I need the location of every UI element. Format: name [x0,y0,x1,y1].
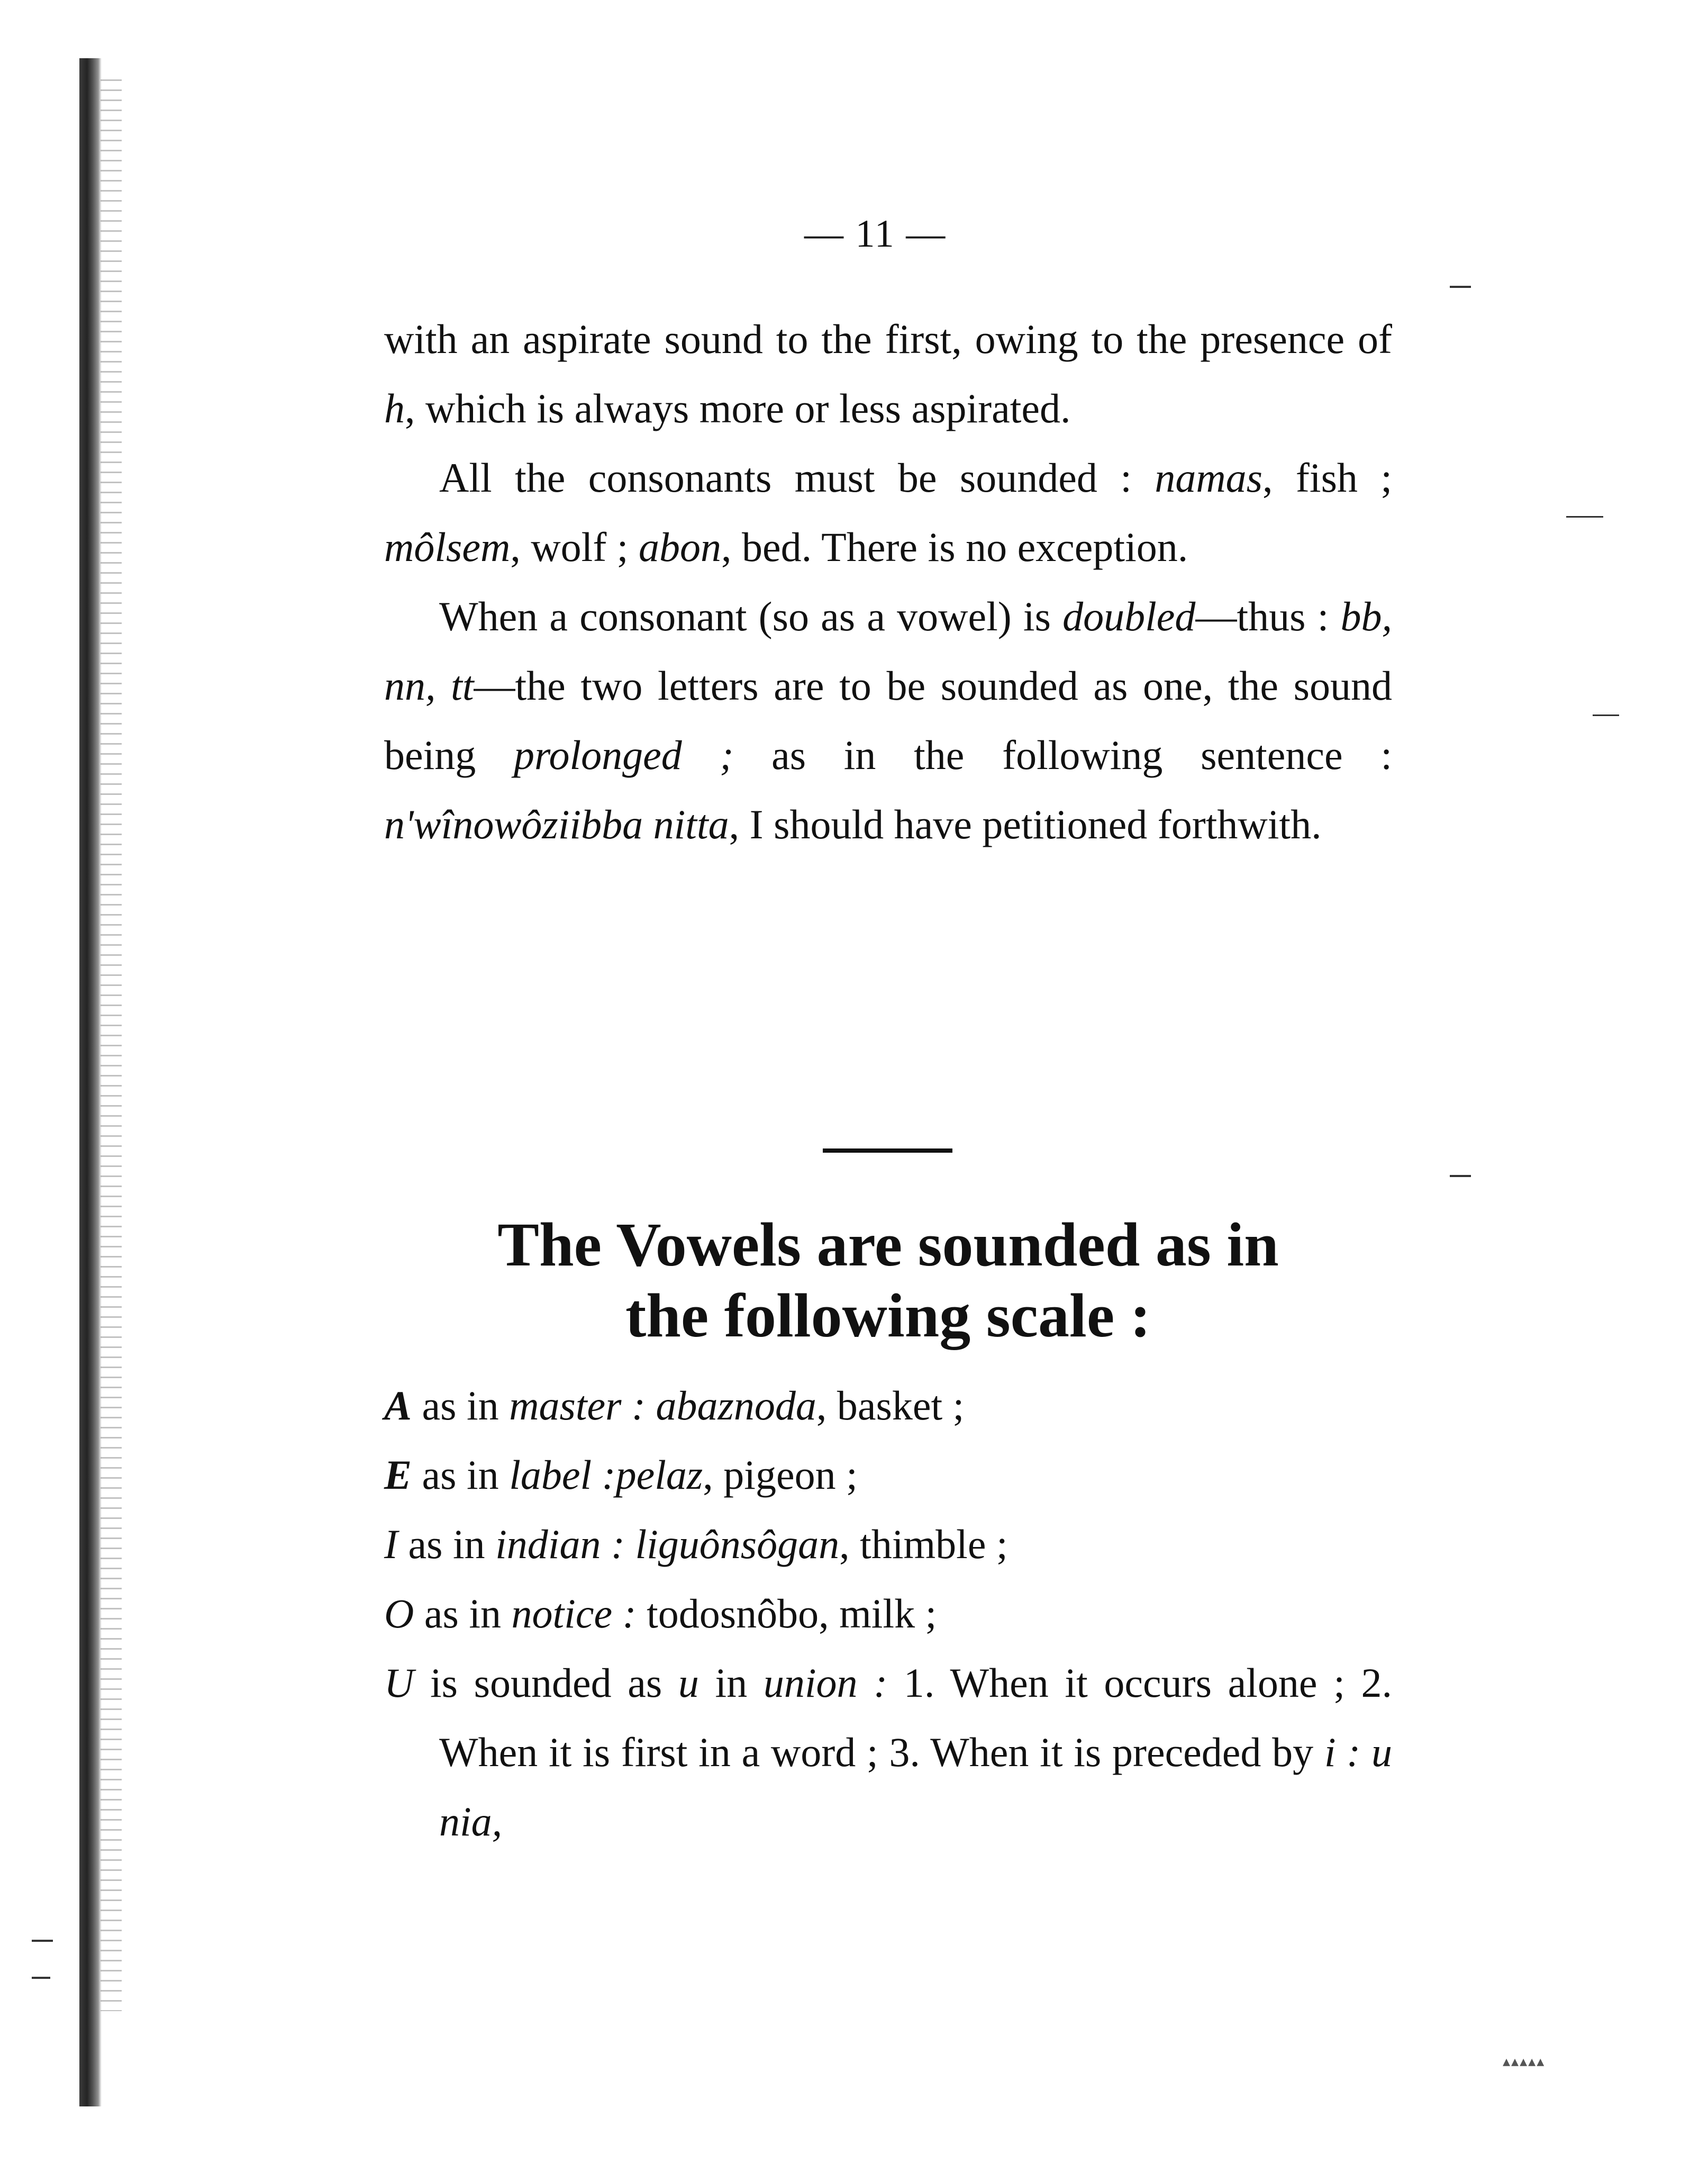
ornament-mark: ▴▴▴▴▴ [1503,2054,1546,2070]
section-divider [823,1148,952,1153]
paragraph-aspirate: with an aspirate sound to the first, owing to the presence of h, which is always more or less aspirated. [384,316,1392,431]
vowel-entry: I as in indian : liguônsôgan, thimble ; [384,1521,1008,1567]
vowel-entry: O as in notice : todosnôbo, milk ; [384,1590,937,1636]
vowel-entry-u: U is sounded as u in union : 1. When it occurs alone ; 2. When it is first in a word ; 3. When it is preceded by i : u nia, [384,1660,1393,1844]
margin-mark [1450,1175,1471,1177]
heading-line-2: the following scale : [625,1281,1151,1350]
paragraph-doubled: When a consonant (so as a vowel) is doubled—thus : bb, nn, tt—the two letters are to be sounded as one, the sound being prolonged ; as in the following sentence : n'wînowôziibba nitta, I should have petitioned forthwith. [384,593,1392,847]
page-number: — 11 — [804,212,947,256]
margin-mark [32,1940,53,1942]
body-text [384,304,1392,859]
heading-line-1: The Vowels are sounded as in [497,1210,1279,1279]
margin-mark [1450,286,1471,288]
vowel-entry: E as in label :pelaz, pigeon ; [384,1452,858,1498]
binding-speckle [101,79,122,2011]
margin-mark [1566,516,1603,518]
paragraph-consonants: All the consonants must be sounded : namas, fish ; môlsem, wolf ; abon, bed. There is no exception. [384,455,1393,570]
vowel-entry: A as in master : abaznoda, basket ; [384,1382,965,1428]
margin-mark [1593,714,1619,716]
binding-edge-shadow [79,58,102,2106]
vowel-scale [384,1371,1392,1856]
margin-mark [32,1977,50,1979]
section-heading [384,1209,1392,1351]
